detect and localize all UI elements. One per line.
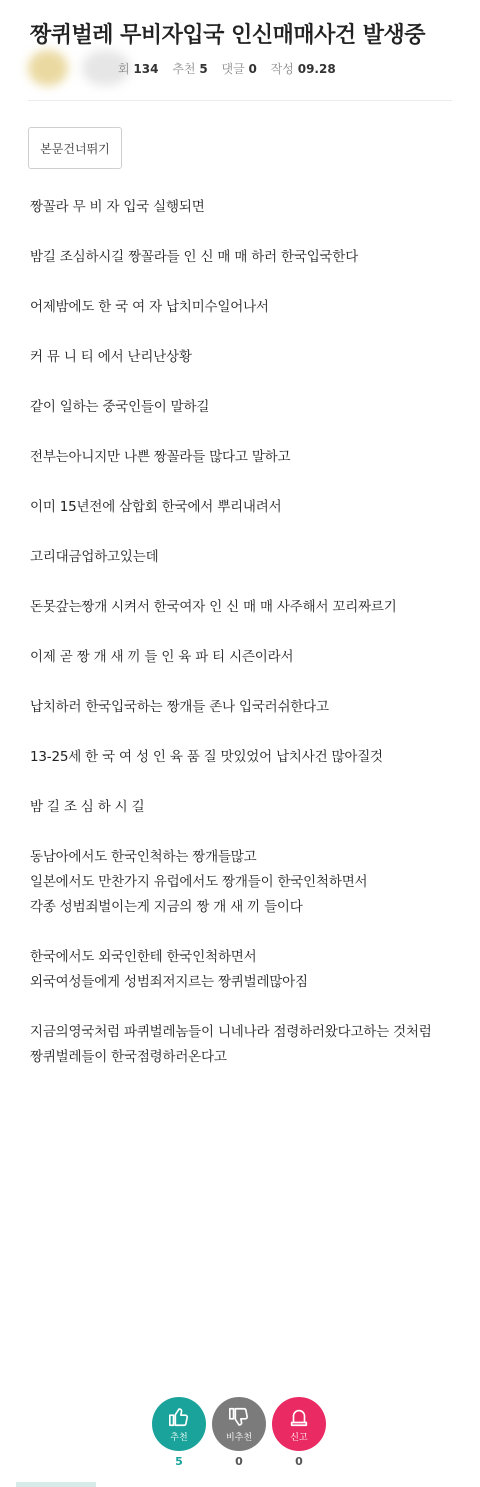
thumbs-down-icon [228, 1406, 250, 1428]
siren-icon [288, 1406, 310, 1428]
body-line: 이제 곧 짱 개 새 끼 들 인 육 파 티 시즌이라서 [30, 649, 294, 665]
body-line: 짱퀴벌레들이 한국점령하러온다고 [30, 1049, 227, 1065]
body-paragraph [30, 545, 470, 570]
body-line: 돈못갚는짱개 시켜서 한국여자 인 신 매 매 사주해서 꼬리짜르기 [30, 599, 397, 615]
body-line: 납치하러 한국입국하는 짱개들 존나 입국러쉬한다고 [30, 699, 329, 715]
body-paragraph [30, 345, 470, 370]
skip-content-button[interactable]: 본문건너뛰기 [28, 127, 122, 169]
date-label: 작성 [270, 62, 294, 76]
recommend-label: 추천 [170, 1432, 188, 1443]
body-line: 같이 일하는 중국인들이 말하길 [30, 399, 210, 415]
body-line: 외국여성들에게 성범죄저지르는 짱퀴벌레많아짐 [30, 974, 308, 990]
body-line: 13-25세 한 국 여 성 인 육 품 질 맛있었어 납치사건 많아질것 [30, 749, 383, 765]
body-paragraph [30, 295, 470, 320]
report-count: 0 [295, 1455, 303, 1468]
views-label: 회 [118, 62, 130, 76]
body-line: 동남아에서도 한국인척하는 짱개들많고 [30, 849, 257, 865]
vote-buttons [152, 1397, 332, 1467]
recommend-vote [152, 1397, 206, 1468]
body-paragraph [30, 845, 470, 920]
recommend-button[interactable] [152, 1397, 206, 1451]
post-stats [118, 60, 336, 77]
body-paragraph [30, 495, 470, 520]
body-line: 이미 15년전에 삼합회 한국에서 뿌리내려서 [30, 499, 282, 515]
body-paragraph [30, 195, 470, 220]
body-line: 짱꼴라 무 비 자 입국 실행되면 [30, 199, 205, 215]
bottom-edge-bar [16, 1482, 96, 1487]
body-line: 어제밤에도 한 국 여 자 납치미수일어나서 [30, 299, 269, 315]
comments-label: 댓글 [221, 62, 245, 76]
body-line: 밤 길 조 심 하 시 길 [30, 799, 145, 815]
not-recommend-button[interactable] [212, 1397, 266, 1451]
recommend-label: 추천 [172, 62, 196, 76]
body-line: 한국에서도 외국인한테 한국인척하면서 [30, 949, 257, 965]
views-count: 134 [133, 62, 159, 76]
comments-count: 0 [248, 62, 257, 76]
body-paragraph [30, 395, 470, 420]
recommend-count: 5 [199, 62, 208, 76]
body-paragraph [30, 945, 470, 995]
not-recommend-vote [212, 1397, 266, 1468]
body-paragraph [30, 245, 470, 270]
post-body [30, 195, 470, 1095]
body-line: 밤길 조심하시길 짱꼴라들 인 신 매 매 하러 한국입국한다 [30, 249, 359, 265]
body-line: 일본에서도 만찬가지 유럽에서도 짱개들이 한국인척하면서 [30, 874, 368, 890]
post-meta [28, 50, 458, 86]
post-title: 짱퀴벌레 무비자입국 인신매매사건 발생중 [30, 23, 426, 48]
body-line: 커 뮤 니 티 에서 난리난상황 [30, 349, 192, 365]
not-recommend-label: 비추천 [225, 1432, 253, 1443]
body-paragraph [30, 695, 470, 720]
avatar [28, 50, 68, 86]
body-paragraph [30, 645, 470, 670]
not-recommend-count: 0 [235, 1455, 243, 1468]
body-paragraph [30, 745, 470, 770]
body-line: 각종 성범죄벌이는게 지금의 짱 개 새 끼 들이다 [30, 899, 303, 915]
body-paragraph [30, 795, 470, 820]
body-paragraph [30, 1020, 470, 1070]
body-paragraph [30, 595, 470, 620]
thumbs-up-icon [168, 1406, 190, 1428]
body-paragraph [30, 445, 470, 470]
report-button[interactable] [272, 1397, 326, 1451]
report-label: 신고 [290, 1432, 308, 1443]
body-line: 지금의영국처럼 파퀴벌레놈들이 니네나라 점령하러왔다고하는 것처럼 [30, 1024, 432, 1040]
body-line: 고리대금업하고있는데 [30, 549, 159, 565]
body-line: 전부는아니지만 나쁜 짱꼴라들 많다고 말하고 [30, 449, 291, 465]
recommend-count: 5 [175, 1455, 183, 1468]
report-vote [272, 1397, 326, 1468]
post-date: 09.28 [297, 62, 336, 76]
divider [28, 100, 452, 101]
